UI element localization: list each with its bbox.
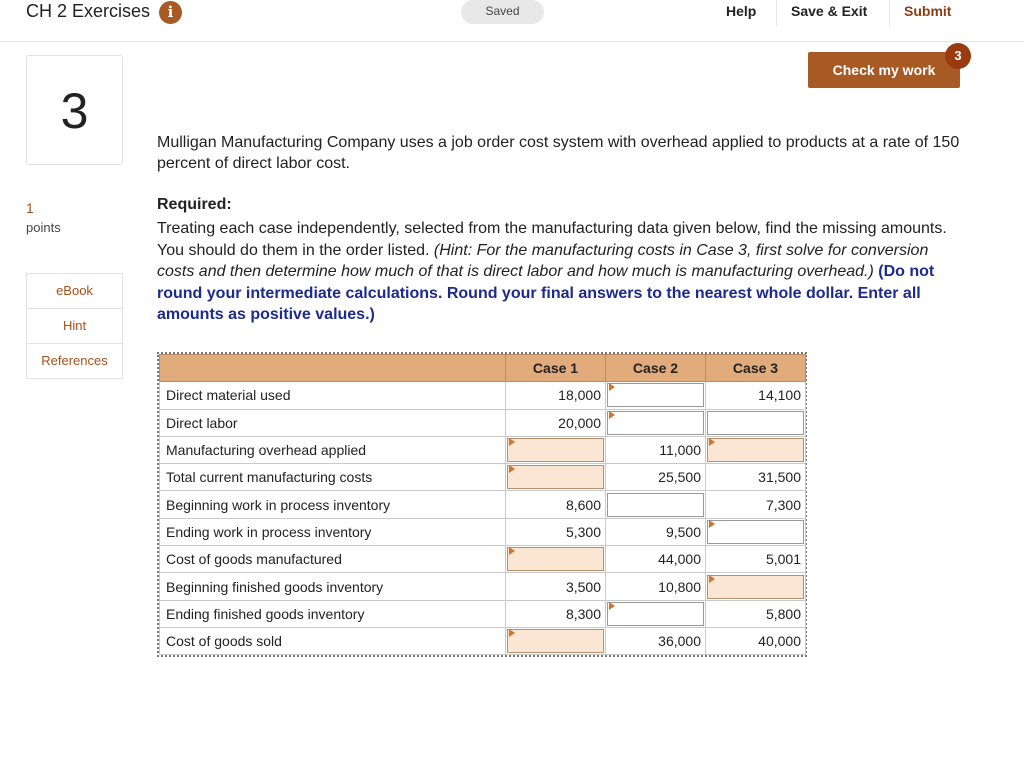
- flag-marker: [709, 575, 715, 583]
- value-cell: 5,001: [706, 546, 806, 573]
- value-cell: 44,000: [606, 546, 706, 573]
- row-label: Total current manufacturing costs: [160, 464, 506, 491]
- answer-input[interactable]: [707, 520, 804, 544]
- flag-marker: [709, 520, 715, 528]
- row-label: Direct material used: [160, 382, 506, 409]
- value-cell: 40,000: [706, 627, 806, 654]
- value-cell: 8,300: [506, 600, 606, 627]
- value-cell: 31,500: [706, 464, 806, 491]
- required-text: Treating each case independently, selected from the manufacturing data given below, find the missing amounts. You should do them in the order listed.: [157, 220, 947, 259]
- answer-cell: [606, 409, 706, 436]
- divider: [776, 0, 777, 26]
- points-value: 1: [26, 200, 34, 216]
- header-case-1: Case 1: [506, 355, 606, 382]
- answer-input[interactable]: [607, 493, 704, 517]
- table-row: [160, 573, 806, 600]
- checks-remaining-badge: 3: [945, 43, 971, 69]
- flag-marker: [609, 383, 615, 391]
- value-cell: 7,300: [706, 491, 806, 518]
- question-number: 3: [26, 55, 123, 165]
- save-exit-link[interactable]: Save & Exit: [791, 3, 868, 19]
- flag-marker: [709, 438, 715, 446]
- row-label: Beginning finished goods inventory: [160, 573, 506, 600]
- value-cell: 25,500: [606, 464, 706, 491]
- row-label: Manufacturing overhead applied: [160, 436, 506, 463]
- answer-cell: [606, 600, 706, 627]
- flag-marker: [509, 629, 515, 637]
- table-header-row: [160, 355, 806, 382]
- hint-text: (Hint: For the manufacturing costs in Case 3, first solve for conversion costs and then determine how much of that is direct labor and how much is manufacturing overhead.): [157, 241, 929, 280]
- answer-input[interactable]: [707, 438, 804, 462]
- answer-input[interactable]: [507, 629, 604, 653]
- answer-input[interactable]: [507, 547, 604, 571]
- manufacturing-data-table: [157, 352, 807, 657]
- answer-cell: [706, 518, 806, 545]
- answer-cell: [506, 464, 606, 491]
- row-label: Direct labor: [160, 409, 506, 436]
- answer-input[interactable]: [707, 411, 804, 435]
- table-row: [160, 600, 806, 627]
- answer-input[interactable]: [707, 575, 804, 599]
- value-cell: 14,100: [706, 382, 806, 409]
- required-heading: Required:: [157, 196, 232, 213]
- answer-cell: [506, 436, 606, 463]
- flag-marker: [609, 411, 615, 419]
- divider: [889, 0, 890, 26]
- value-cell: 18,000: [506, 382, 606, 409]
- value-cell: 9,500: [606, 518, 706, 545]
- answer-cell: [706, 573, 806, 600]
- answer-cell: [606, 382, 706, 409]
- flag-marker: [509, 547, 515, 555]
- answer-input[interactable]: [507, 465, 604, 489]
- value-cell: 20,000: [506, 409, 606, 436]
- table-row: [160, 436, 806, 463]
- top-bar: [0, 0, 1024, 42]
- row-label: Cost of goods sold: [160, 627, 506, 654]
- answer-input[interactable]: [607, 383, 704, 407]
- value-cell: 36,000: [606, 627, 706, 654]
- table-row: [160, 491, 806, 518]
- answer-cell: [706, 436, 806, 463]
- answer-cell: [506, 627, 606, 654]
- table-row: [160, 518, 806, 545]
- answer-input[interactable]: [607, 602, 704, 626]
- info-icon[interactable]: i: [159, 1, 182, 24]
- header-blank: [160, 355, 506, 382]
- value-cell: 5,300: [506, 518, 606, 545]
- problem-intro: Mulligan Manufacturing Company uses a job order cost system with overhead applied to products at a rate of 150 percent of direct labor cost.: [157, 134, 960, 172]
- flag-marker: [509, 438, 515, 446]
- row-label: Ending finished goods inventory: [160, 600, 506, 627]
- header-case-3: Case 3: [706, 355, 806, 382]
- header-case-2: Case 2: [606, 355, 706, 382]
- answer-input[interactable]: [507, 438, 604, 462]
- row-label: Ending work in process inventory: [160, 518, 506, 545]
- table-row: [160, 627, 806, 654]
- value-cell: 8,600: [506, 491, 606, 518]
- value-cell: 5,800: [706, 600, 806, 627]
- submit-link[interactable]: Submit: [904, 3, 952, 19]
- points-label: points: [26, 220, 61, 235]
- row-label: Cost of goods manufactured: [160, 546, 506, 573]
- value-cell: 11,000: [606, 436, 706, 463]
- rounding-instructions: (Do not round your intermediate calculations. Round your final answers to the nearest whole dollar. Enter all amounts as positive values.): [157, 263, 935, 323]
- table-row: [160, 382, 806, 409]
- help-link[interactable]: Help: [726, 3, 757, 19]
- answer-cell: [606, 491, 706, 518]
- required-instructions: [157, 218, 957, 326]
- table-row: [160, 409, 806, 436]
- check-my-work-button[interactable]: Check my work: [808, 52, 960, 88]
- saved-status: Saved: [461, 0, 544, 24]
- assignment-title: CH 2 Exercises: [26, 1, 151, 21]
- hint-button[interactable]: Hint: [26, 308, 123, 344]
- flag-marker: [609, 602, 615, 610]
- row-label: Beginning work in process inventory: [160, 491, 506, 518]
- flag-marker: [509, 465, 515, 473]
- value-cell: 10,800: [606, 573, 706, 600]
- value-cell: 3,500: [506, 573, 606, 600]
- answer-cell: [706, 409, 806, 436]
- answer-cell: [506, 546, 606, 573]
- table-row: [160, 546, 806, 573]
- answer-input[interactable]: [607, 411, 704, 435]
- references-button[interactable]: References: [26, 343, 123, 379]
- ebook-button[interactable]: eBook: [26, 273, 123, 309]
- table-row: [160, 464, 806, 491]
